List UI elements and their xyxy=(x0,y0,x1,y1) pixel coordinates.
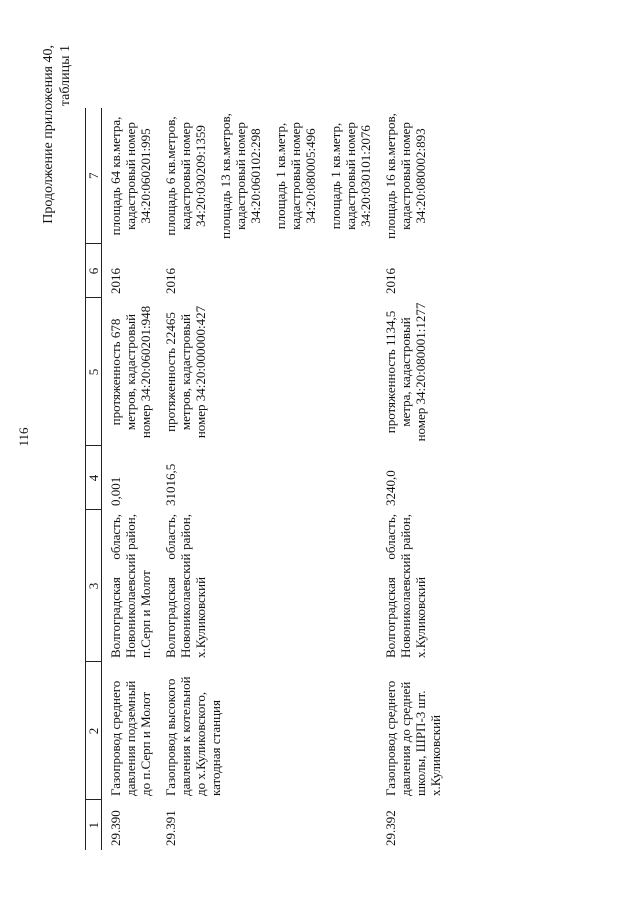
row-number: 29.392 xyxy=(383,810,398,846)
object-name: Газопровод высокого давления к котельной до х.Куликовского, катодная станция xyxy=(163,676,223,796)
object-year: 2016 xyxy=(108,268,123,294)
row-number: 29.390 xyxy=(108,810,123,846)
note-entry: площадь 1 кв.метр, кадастровый номер 34:20:080005:496 xyxy=(273,122,318,230)
object-year: 2016 xyxy=(163,268,178,294)
object-location: Волгоградская область, Новониколаевский район, х.Куликовский xyxy=(383,514,428,658)
note-entry: площадь 64 кв.метра, кадастровый номер 34:20:060201:995 xyxy=(108,116,153,236)
page-number: 116 xyxy=(16,427,31,447)
column-header: 4 xyxy=(86,446,102,510)
table-row xyxy=(102,108,158,850)
continuation-line-1: Продолжение приложения 40, xyxy=(41,45,56,224)
note-entry: площадь 1 кв.метр, кадастровый номер 34:20:030101:2076 xyxy=(328,122,373,230)
object-value: 0,001 xyxy=(108,476,123,506)
object-notes xyxy=(377,108,447,244)
column-header: 6 xyxy=(86,244,102,298)
object-extent: протяженность 1134,5 метра, кадастровый номер 34:20:080001:1277 xyxy=(383,302,428,442)
note-entry: площадь 13 кв.метров, кадастровый номер 34:20:060102:298 xyxy=(218,113,263,239)
object-name: Газопровод среднего давления до средней школы, ШРП-3 шт. х.Куликовский xyxy=(383,680,443,796)
data-table xyxy=(85,108,447,850)
column-header: 2 xyxy=(86,662,102,800)
object-value: 3240,0 xyxy=(383,470,398,506)
object-extent: протяженность 678 метров, кадастровый номер 34:20:060201:948 xyxy=(108,305,153,439)
continuation-line-2: таблицы 1 xyxy=(58,45,73,107)
note-entry: площадь 16 кв.метров, кадастровый номер 34:20:080002:893 xyxy=(383,113,428,239)
column-header: 1 xyxy=(86,800,102,850)
object-value: 31016,5 xyxy=(163,463,178,506)
object-year: 2016 xyxy=(383,268,398,294)
table-row xyxy=(157,108,377,850)
column-header: 5 xyxy=(86,298,102,446)
column-header: 3 xyxy=(86,510,102,662)
note-entry: площадь 6 кв.метров, кадастровый номер 34:20:030209:1359 xyxy=(163,116,208,236)
row-number: 29.391 xyxy=(163,810,178,846)
object-notes xyxy=(102,108,158,244)
object-location: Волгоградская область, Новониколаевский район, х.Куликовский xyxy=(163,514,208,658)
object-location: Волгоградская область, Новониколаевский район, п.Серп и Молот xyxy=(108,514,153,658)
table-row xyxy=(377,108,447,850)
object-notes xyxy=(157,108,377,244)
column-header: 7 xyxy=(86,108,102,244)
object-extent: протяженность 22465 метров, кадастровый номер 34:20:000000:427 xyxy=(163,305,208,439)
object-name: Газопровод среднего давления подземный до п.Серп и Молот xyxy=(108,680,153,796)
continuation-note xyxy=(40,45,74,255)
header-row xyxy=(86,108,102,850)
